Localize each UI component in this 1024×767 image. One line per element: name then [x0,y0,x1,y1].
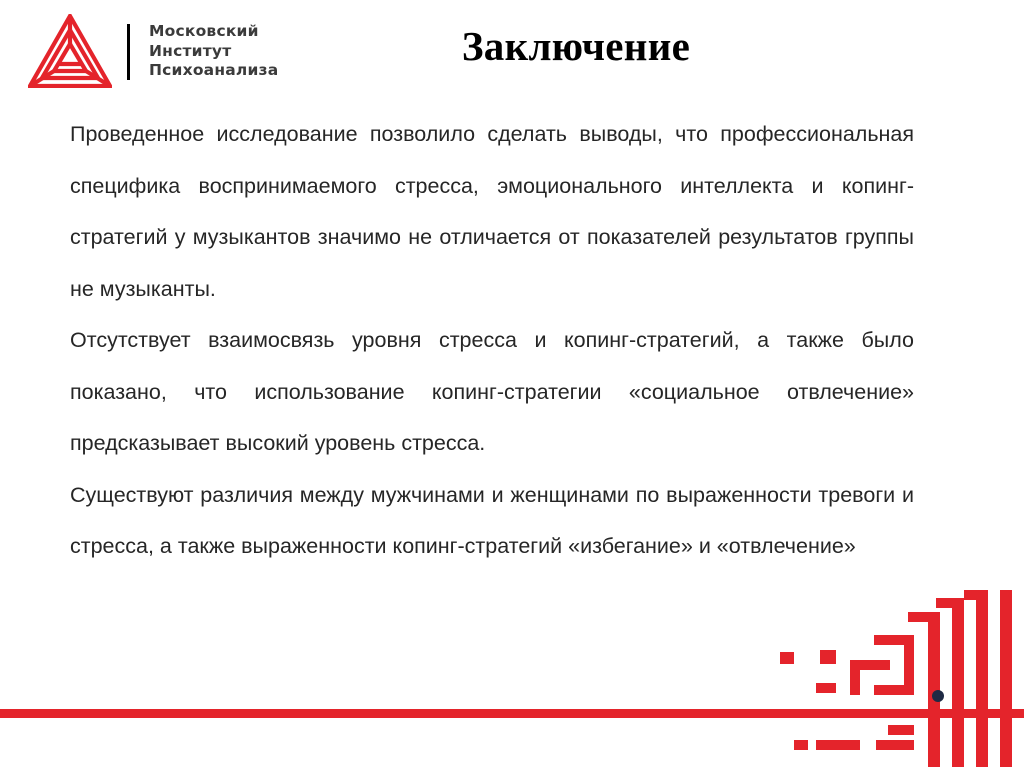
institute-name-line-3: Психоанализа [149,61,279,79]
slide-title: Заключение [461,23,691,69]
navy-dot [932,690,944,702]
conclusion-paragraph-2: Отсутствует взаимосвязь уровня стресса и копинг-стратегий, а также было показано, что использование копинг-стратегии «социальное отвлечение» предсказывает высокий уровень стресса. [70,328,914,455]
institute-name-line-2: Институт [149,41,232,60]
conclusion-paragraph-1: Проведенное исследование позволило сделать выводы, что профессиональная специфика воспринимаемого стресса, эмоционального интеллекта и копинг-стратегий у музыкантов значимо не отличается от показателей результатов группы не музыканты. [70,122,914,301]
conclusion-paragraph-3: Существуют различия между мужчинами и женщинами по выраженности тревоги и стресса, а также выраженности копинг-стратегий «избегание» и «отвлечение» [70,482,914,558]
conclusion-body [70,109,914,573]
institute-name-line-1: Московский [149,22,259,40]
red-maze-pattern-icon [780,590,1024,767]
